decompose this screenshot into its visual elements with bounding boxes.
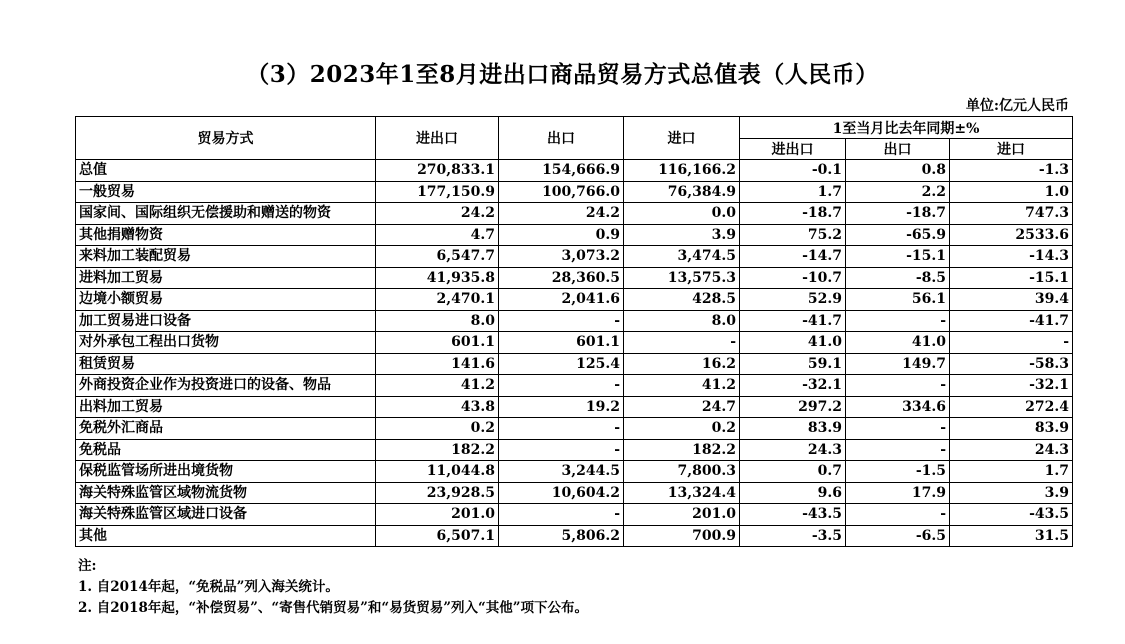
cell-yoy-export: -15.1 (846, 246, 950, 268)
cell-export: - (499, 310, 624, 332)
cell-yoy-import: -1.3 (950, 160, 1073, 182)
cell-total: 8.0 (376, 310, 499, 332)
table-row (76, 332, 1073, 354)
cell-total: 6,547.7 (376, 246, 499, 268)
cell-yoy-import: -32.1 (950, 375, 1073, 397)
row-name: 免税外汇商品 (76, 418, 376, 440)
cell-import: 201.0 (624, 504, 740, 526)
cell-export: 100,766.0 (499, 181, 624, 203)
cell-yoy-import: -15.1 (950, 267, 1073, 289)
cell-import: 116,166.2 (624, 160, 740, 182)
cell-yoy-total: -41.7 (740, 310, 846, 332)
cell-yoy-import: 39.4 (950, 289, 1073, 311)
cell-import: 76,384.9 (624, 181, 740, 203)
cell-yoy-total: -0.1 (740, 160, 846, 182)
cell-total: 23,928.5 (376, 482, 499, 504)
cell-total: 24.2 (376, 203, 499, 225)
table-row (76, 418, 1073, 440)
cell-yoy-import: 24.3 (950, 439, 1073, 461)
table-body (76, 160, 1073, 547)
row-name: 保税监管场所进出境货物 (76, 461, 376, 483)
cell-total: 177,150.9 (376, 181, 499, 203)
cell-yoy-export: -6.5 (846, 525, 950, 547)
cell-import: 13,324.4 (624, 482, 740, 504)
cell-import: 41.2 (624, 375, 740, 397)
row-name: 外商投资企业作为投资进口的设备、物品 (76, 375, 376, 397)
cell-export: 10,604.2 (499, 482, 624, 504)
cell-yoy-total: 59.1 (740, 353, 846, 375)
table-row (76, 310, 1073, 332)
cell-export: 125.4 (499, 353, 624, 375)
cell-yoy-total: 52.9 (740, 289, 846, 311)
cell-total: 601.1 (376, 332, 499, 354)
cell-yoy-import: - (950, 332, 1073, 354)
header-yoy-import: 进口 (950, 139, 1073, 160)
note-item-1: 1. 自2014年起，“免税品”列入海关统计。 (78, 579, 339, 595)
cell-import: 16.2 (624, 353, 740, 375)
cell-yoy-export: 2.2 (846, 181, 950, 203)
note-item-2: 2. 自2018年起，“补偿贸易”、“寄售代销贸易”和“易货贸易”列入“其他”项下公布。 (78, 600, 588, 616)
cell-yoy-export: -18.7 (846, 203, 950, 225)
cell-yoy-import: 3.9 (950, 482, 1073, 504)
table-row (76, 439, 1073, 461)
cell-import: 3,474.5 (624, 246, 740, 268)
header-export: 出口 (499, 117, 624, 160)
header-trade-mode: 贸易方式 (76, 117, 376, 160)
table-row (76, 203, 1073, 225)
cell-export: 24.2 (499, 203, 624, 225)
cell-yoy-export: -1.5 (846, 461, 950, 483)
cell-total: 4.7 (376, 224, 499, 246)
row-name: 免税品 (76, 439, 376, 461)
row-name: 国家间、国际组织无偿援助和赠送的物资 (76, 203, 376, 225)
cell-yoy-export: 149.7 (846, 353, 950, 375)
cell-yoy-export: 41.0 (846, 332, 950, 354)
row-name: 对外承包工程出口货物 (76, 332, 376, 354)
cell-yoy-import: -41.7 (950, 310, 1073, 332)
cell-total: 41,935.8 (376, 267, 499, 289)
table-row (76, 482, 1073, 504)
cell-yoy-import: 31.5 (950, 525, 1073, 547)
cell-yoy-import: 747.3 (950, 203, 1073, 225)
cell-yoy-export: 56.1 (846, 289, 950, 311)
cell-yoy-import: 83.9 (950, 418, 1073, 440)
cell-total: 6,507.1 (376, 525, 499, 547)
cell-yoy-export: 17.9 (846, 482, 950, 504)
cell-total: 0.2 (376, 418, 499, 440)
cell-total: 41.2 (376, 375, 499, 397)
table-row (76, 181, 1073, 203)
page-title: （3）2023年1至8月进出口商品贸易方式总值表（人民币） (246, 61, 879, 88)
cell-total: 141.6 (376, 353, 499, 375)
cell-yoy-export: - (846, 504, 950, 526)
notes (78, 556, 588, 619)
cell-yoy-export: - (846, 310, 950, 332)
cell-export: 19.2 (499, 396, 624, 418)
cell-export: 601.1 (499, 332, 624, 354)
cell-export: 2,041.6 (499, 289, 624, 311)
cell-export: 0.9 (499, 224, 624, 246)
cell-import: 24.7 (624, 396, 740, 418)
cell-yoy-export: 334.6 (846, 396, 950, 418)
cell-total: 11,044.8 (376, 461, 499, 483)
cell-import: 0.2 (624, 418, 740, 440)
cell-yoy-total: -32.1 (740, 375, 846, 397)
table-row (76, 525, 1073, 547)
cell-yoy-total: -43.5 (740, 504, 846, 526)
table-row (76, 504, 1073, 526)
cell-yoy-export: - (846, 439, 950, 461)
cell-import: 3.9 (624, 224, 740, 246)
cell-import: 8.0 (624, 310, 740, 332)
cell-export: - (499, 418, 624, 440)
table-row (76, 396, 1073, 418)
header-yoy-group: 1至当月比去年同期±% (740, 117, 1073, 139)
cell-yoy-import: 2533.6 (950, 224, 1073, 246)
cell-export: 5,806.2 (499, 525, 624, 547)
cell-import: - (624, 332, 740, 354)
cell-yoy-total: 75.2 (740, 224, 846, 246)
cell-yoy-total: 41.0 (740, 332, 846, 354)
cell-total: 2,470.1 (376, 289, 499, 311)
row-name: 加工贸易进口设备 (76, 310, 376, 332)
cell-export: 28,360.5 (499, 267, 624, 289)
table-row (76, 375, 1073, 397)
cell-yoy-total: -18.7 (740, 203, 846, 225)
cell-total: 182.2 (376, 439, 499, 461)
row-name: 其他 (76, 525, 376, 547)
cell-yoy-export: -65.9 (846, 224, 950, 246)
cell-total: 270,833.1 (376, 160, 499, 182)
row-name: 租赁贸易 (76, 353, 376, 375)
cell-yoy-total: -3.5 (740, 525, 846, 547)
row-name: 海关特殊监管区域物流货物 (76, 482, 376, 504)
cell-import: 428.5 (624, 289, 740, 311)
cell-yoy-export: - (846, 418, 950, 440)
cell-yoy-import: -14.3 (950, 246, 1073, 268)
cell-yoy-import: -58.3 (950, 353, 1073, 375)
cell-yoy-total: 24.3 (740, 439, 846, 461)
cell-yoy-import: 1.0 (950, 181, 1073, 203)
table-row (76, 160, 1073, 182)
cell-export: 154,666.9 (499, 160, 624, 182)
row-name: 来料加工装配贸易 (76, 246, 376, 268)
cell-yoy-total: -10.7 (740, 267, 846, 289)
header-total: 进出口 (376, 117, 499, 160)
trade-table (75, 116, 1073, 547)
cell-import: 7,800.3 (624, 461, 740, 483)
cell-yoy-total: -14.7 (740, 246, 846, 268)
cell-import: 0.0 (624, 203, 740, 225)
cell-export: - (499, 504, 624, 526)
cell-yoy-import: 1.7 (950, 461, 1073, 483)
cell-yoy-total: 83.9 (740, 418, 846, 440)
cell-yoy-export: 0.8 (846, 160, 950, 182)
table-row (76, 246, 1073, 268)
cell-yoy-export: - (846, 375, 950, 397)
cell-import: 700.9 (624, 525, 740, 547)
header-import: 进口 (624, 117, 740, 160)
cell-yoy-import: -43.5 (950, 504, 1073, 526)
cell-import: 182.2 (624, 439, 740, 461)
table-row (76, 353, 1073, 375)
cell-total: 201.0 (376, 504, 499, 526)
row-name: 一般贸易 (76, 181, 376, 203)
table-row (76, 289, 1073, 311)
unit-label: 单位:亿元人民币 (965, 98, 1069, 114)
cell-export: - (499, 375, 624, 397)
row-name: 海关特殊监管区域进口设备 (76, 504, 376, 526)
cell-total: 43.8 (376, 396, 499, 418)
row-name: 出料加工贸易 (76, 396, 376, 418)
table-row (76, 267, 1073, 289)
header-yoy-total: 进出口 (740, 139, 846, 160)
cell-export: 3,244.5 (499, 461, 624, 483)
row-name: 进料加工贸易 (76, 267, 376, 289)
row-name: 其他捐赠物资 (76, 224, 376, 246)
header-yoy-export: 出口 (846, 139, 950, 160)
cell-import: 13,575.3 (624, 267, 740, 289)
cell-yoy-export: -8.5 (846, 267, 950, 289)
table-row (76, 461, 1073, 483)
notes-heading: 注: (78, 558, 97, 574)
cell-yoy-total: 9.6 (740, 482, 846, 504)
cell-export: - (499, 439, 624, 461)
cell-yoy-total: 297.2 (740, 396, 846, 418)
cell-export: 3,073.2 (499, 246, 624, 268)
cell-yoy-total: 0.7 (740, 461, 846, 483)
cell-yoy-total: 1.7 (740, 181, 846, 203)
row-name: 边境小额贸易 (76, 289, 376, 311)
table-row (76, 224, 1073, 246)
row-name: 总值 (76, 160, 376, 182)
cell-yoy-import: 272.4 (950, 396, 1073, 418)
